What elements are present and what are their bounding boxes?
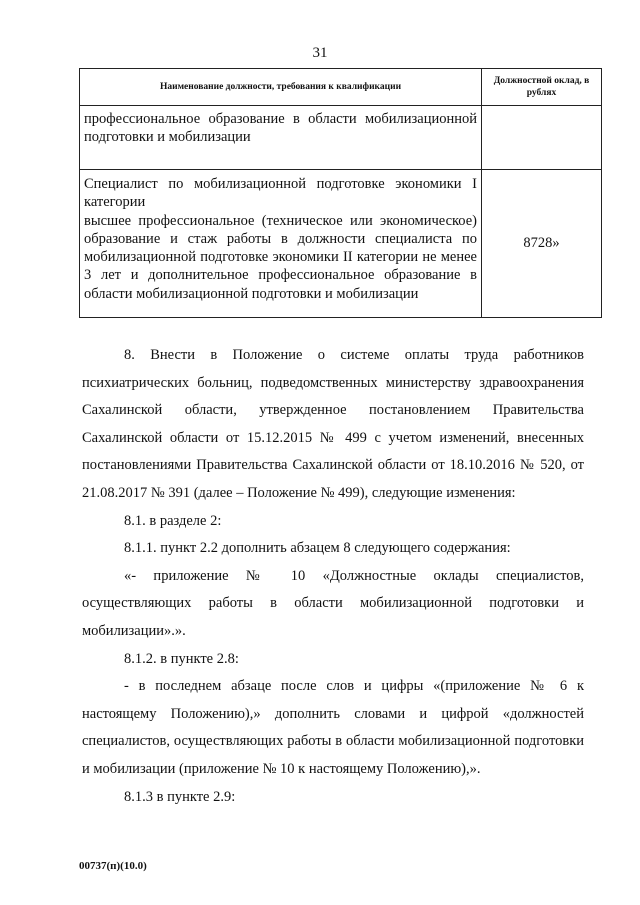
paragraph-8-1-2: 8.1.2. в пункте 2.8:: [124, 650, 239, 667]
table-header-row: [80, 69, 602, 106]
table-header-salary: Должностной оклад, в рублях: [482, 69, 602, 106]
document-body: [82, 342, 584, 811]
position-title: Специалист по мобилизационной подготовке экономики I категории: [84, 176, 477, 211]
qualification-text: профессиональное образование в области мобилизационной подготовки и мобилизации: [84, 111, 477, 146]
paragraph-8-1-3: 8.1.3 в пункте 2.9:: [124, 788, 236, 805]
table-cell-salary: 8728»: [482, 170, 602, 318]
paragraph-8-1: 8.1. в разделе 2:: [124, 512, 222, 529]
paragraph-8-1-1: 8.1.1. пункт 2.2 дополнить абзацем 8 следующего содержания:: [124, 540, 511, 557]
document-code: 00737(п)(10.0): [79, 860, 147, 872]
paragraph-appendix-10: «- приложение № 10 «Должностные оклады специалистов, осуществляющих работы в области мобилизационной подготовки и мобилизации».».: [82, 567, 584, 639]
table-cell-salary: [482, 106, 602, 170]
table-cell-name: [80, 106, 482, 170]
page-number: 31: [312, 45, 328, 61]
table-header-name: Наименование должности, требования к квалификации: [80, 69, 482, 106]
table-row: [80, 170, 602, 318]
table-cell-name: [80, 170, 482, 318]
qualification-text: высшее профессиональное (техническое или экономическое) образование и стаж работы в должности специалиста по мобилизационной подготовке экономики II категории не менее 3 лет и дополнительное профессиональное образование в области мобилизационной подготовки и мобилизации: [84, 212, 477, 302]
table-row: [80, 106, 602, 170]
paragraph-last-abzac: - в последнем абзаце после слов и цифры «(приложение № 6 к настоящему Положению),» дополнить словами и цифрой «должностей специалистов, осуществляющих работы в области мобилизационной подготовки и мобилизации (приложение № 10 к настоящему Положению),».: [82, 678, 584, 777]
salary-table: [79, 68, 602, 318]
paragraph-8: 8. Внести в Положение о системе оплаты труда работников психиатрических больниц, подведомственных министерству здравоохранения Сахалинской области, утвержденное постановлением Правительства Сахалинской области от 15.12.2015 № 499 с учетом изменений, внесенных постановлениями Правительства Сахалинской области от 18.10.2016 № 520, от 21.08.2017 № 391 (далее – Положение № 499), следующие изменения:: [82, 347, 584, 501]
